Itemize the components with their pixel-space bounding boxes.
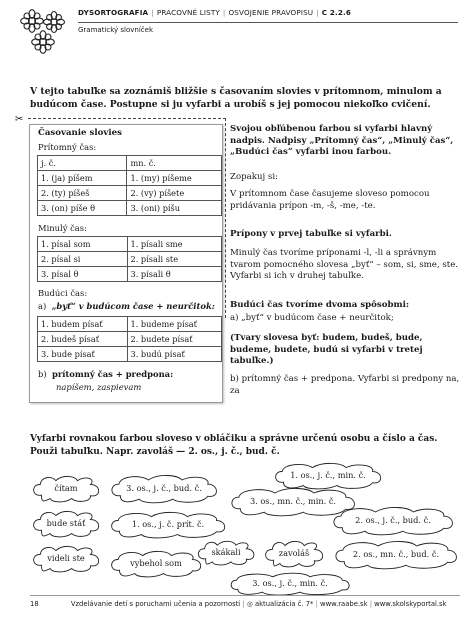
task-instruction: Vyfarbi rovnakou farbou sloveso v obláčiku a správne určenú osobu a číslo a čas. Použi tabuľku. Napr. zavoláš — 2. os., j. č., bud. č. (30, 434, 438, 457)
header-topic: OSVOJENIE PRAVOPISU (228, 8, 314, 17)
table-row (38, 252, 222, 267)
footer-publication: Vzdelávanie detí s poruchami učenia a pozornosti (70, 600, 241, 608)
footer-site-portal: www.skolskyportal.sk (374, 600, 447, 608)
rule-present: V prítomnom čase časujeme sloveso pomocou pridávania prípon -m, -š, -me, -te. (230, 189, 430, 211)
scissors-icon: ✂ (15, 114, 24, 125)
table-row (38, 347, 222, 362)
rule-past: Minulý čas tvoríme príponami -l, -li a správnym tvarom pomocného slovesa „byť“ – som, si, sme, ste. Vyfarbi si ich v druhej tabuľke. (230, 248, 459, 282)
table-cell: 1. (ja) píšem (38, 171, 127, 186)
header-section: PRACOVNÉ LISTY (156, 8, 220, 17)
table-cell: mn. č. (127, 156, 222, 171)
cloud-label: 2. os., mn. č., bud. č. (352, 549, 440, 559)
table-cell: 1. písali sme (127, 237, 221, 252)
instruction-repeat: Zopakuj si: (230, 172, 278, 182)
table-cell: j. č. (38, 156, 127, 171)
rule-future-a: a) „byť“ v budúcom čase + neurčitok; (230, 313, 394, 323)
table-row (38, 186, 222, 201)
header-breadcrumb: DYSORTOGRAFIA | PRACOVNÉ LISTY | OSVOJENIE PRAVOPISU | C 2.2.6 (78, 8, 352, 17)
future-a-line (38, 301, 215, 311)
footer-site-raabe: www.raabe.sk (320, 600, 368, 608)
past-label: Minulý čas: (38, 223, 87, 233)
table-cell: 3. budú písať (127, 347, 222, 362)
instruction-colour-headings: Svojou obľúbenou farbou si vyfarbi hlavný nadpis. Nadpisy „Prítomný čas“, „Minulý čas“, „Budúci čas“ vyfarbi inou farbou. (230, 124, 454, 158)
table-cell: 2. budete písať (127, 332, 222, 347)
cut-line (28, 118, 226, 119)
instruction-suffixes: Prípony v prvej tabuľke si vyfarbi. (230, 229, 392, 239)
table-cell: 3. písali θ (127, 267, 221, 282)
table-cell: 3. písal θ (38, 267, 128, 282)
future-a-text: „byť“ v budúcom čase + neurčitok: (51, 301, 215, 311)
footer: 18 Vzdelávanie detí s poruchami učenia a pozornosti | ◎ aktualizácia č. 7* | www.raabe.sk | www.skolskyportal.sk (30, 600, 447, 608)
table-cell: 1. budeme písať (127, 317, 222, 332)
header-series: DYSORTOGRAFIA (78, 8, 149, 17)
header-divider (78, 22, 458, 23)
cloud-bubble (262, 540, 326, 568)
cloud-label: skákali (211, 547, 241, 557)
cloud-label: 1. os., j. č., min. č. (290, 470, 366, 480)
table-row (38, 332, 222, 347)
table-cell: 2. (ty) píšeš (38, 186, 127, 201)
cloud-bubble (108, 511, 228, 539)
cloud-bubble (330, 506, 456, 536)
table-cell: 2. (vy) píšete (127, 186, 222, 201)
table-cell: 3. bude písať (38, 347, 128, 362)
future-label: Budúci čas: (38, 288, 88, 298)
table-row (38, 201, 222, 216)
future-table (37, 316, 222, 362)
table-cell: 2. písali ste (127, 252, 221, 267)
table-cell: 3. (on) píše θ (38, 201, 127, 216)
cloud-label: 2. os., j. č., bud. č. (355, 515, 431, 525)
cloud-label: čítam (54, 483, 78, 493)
table-cell: 2. budeš písať (38, 332, 128, 347)
cloud-bubble (332, 540, 460, 570)
flower-logo-icon (18, 8, 68, 56)
table-row (38, 237, 222, 252)
table-row (38, 317, 222, 332)
cloud-label: 3. os., j. č., min. č. (252, 578, 328, 588)
cloud-label: 3. os., j. č., bud. č. (126, 483, 202, 493)
future-b-text: prítomný čas + predpona: (51, 369, 174, 379)
future-b-example: napíšem, zaspievam (56, 382, 142, 392)
cut-line-vertical (225, 118, 226, 318)
cloud-label: 1. os., j. č. prít. č. (131, 519, 205, 529)
rule-future-b: b) prítomný čas + predpona. Vyfarbi si predpony na, za (230, 374, 460, 396)
cloud-label: vybehol som (130, 558, 182, 568)
table-row (38, 171, 222, 186)
rule-future-forms: (Tvary slovesa byť: budem, budeš, bude, budeme, budete, budú si vyfarbi v tretej tabuľke.) (230, 333, 423, 367)
card-title: Časovanie slovies (38, 128, 122, 138)
present-label: Prítomný čas: (38, 142, 97, 152)
header-code: C 2.2.6 (321, 8, 352, 17)
page-number: 18 (30, 600, 39, 608)
rule-future: Budúci čas tvoríme dvoma spôsobmi: (230, 300, 410, 310)
table-row (38, 267, 222, 282)
cloud-label: zavoláš (278, 548, 310, 558)
cloud-bubble (228, 572, 352, 596)
intro-text: V tejto tabuľke sa zoznámiš bližšie s časovaním slovies v prítomnom, minulom a budúcom čase. Postupne si ju vyfarbi a urobíš s jej pomocou niekoľko cvičení. (30, 86, 442, 110)
future-a-marker: a) (38, 301, 47, 311)
cloud-label: 3. os., mn. č., min. č. (249, 496, 337, 506)
cloud-bubble (108, 474, 220, 504)
table-cell: 1. (my) píšeme (127, 171, 222, 186)
table-row (38, 156, 222, 171)
future-b-line (38, 369, 173, 379)
cloud-bubble (30, 475, 102, 503)
footer-update: aktualizácia č. 7* (254, 600, 314, 608)
cloud-label: bude stáť (46, 518, 86, 528)
cloud-bubble (30, 545, 102, 573)
table-cell: 1. písal som (38, 237, 128, 252)
cloud-label: videli ste (47, 553, 85, 563)
cloud-bubble (30, 510, 102, 538)
table-cell: 3. (oni) píšu (127, 201, 222, 216)
present-table (37, 155, 222, 216)
table-cell: 1. budem písať (38, 317, 128, 332)
conjugation-card (29, 124, 223, 403)
header-subtitle: Gramatický slovníček (78, 26, 154, 34)
past-table (37, 236, 222, 282)
future-b-marker: b) (38, 369, 47, 379)
table-cell: 2. písal si (38, 252, 128, 267)
footer-divider (30, 595, 460, 596)
cloud-bubble (195, 540, 257, 566)
update-icon: ◎ (246, 600, 253, 608)
cloud-bubble (272, 462, 384, 490)
cloud-bubble (108, 550, 204, 578)
